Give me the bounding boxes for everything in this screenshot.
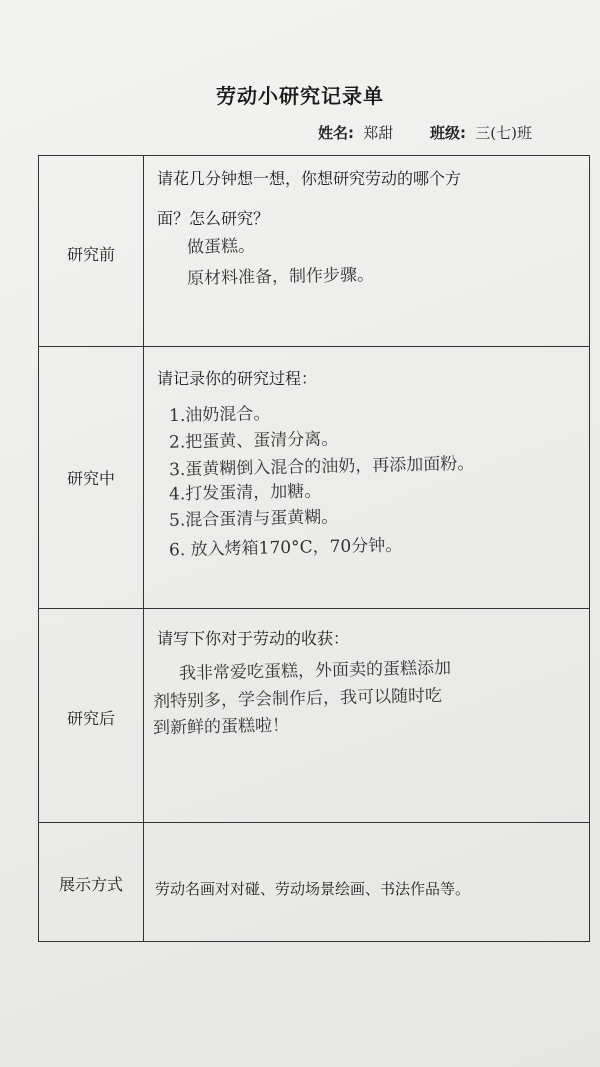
during-handwriting-line: 2.把蛋黄、蛋清分离。 bbox=[168, 429, 339, 453]
class-label: 班级: bbox=[430, 124, 466, 142]
after-handwriting-line: 我非常爱吃蛋糕，外面卖的蛋糕添加 bbox=[178, 658, 452, 684]
during-prompt: 请记录你的研究过程： bbox=[157, 369, 318, 388]
before-prompt-line2: 面？怎么研究？ bbox=[157, 209, 270, 228]
row-label-after: 研究后 bbox=[66, 709, 115, 728]
sheet-title: 劳动小研究记录单 bbox=[216, 84, 384, 108]
name-field bbox=[318, 122, 393, 143]
during-handwriting-line: 3.蛋黄糊倒入混合的油奶，再添加面粉。 bbox=[168, 453, 475, 481]
row-label-before: 研究前 bbox=[66, 245, 115, 264]
class-field bbox=[430, 122, 532, 143]
after-handwriting-line: 到新鲜的蛋糕啦！ bbox=[152, 715, 290, 739]
row-label-during: 研究中 bbox=[66, 469, 115, 488]
during-handwriting-line: 6. 放入烤箱170°C，70分钟。 bbox=[168, 535, 403, 561]
after-prompt: 请写下你对于劳动的收获： bbox=[157, 629, 350, 648]
after-handwriting-line: 剂特别多，学会制作后，我可以随时吃 bbox=[152, 685, 443, 713]
row-label-display: 展示方式 bbox=[58, 875, 123, 894]
column-divider bbox=[143, 156, 144, 941]
before-prompt-line1: 请花几分钟想一想，你想研究劳动的哪个方 bbox=[157, 169, 462, 188]
record-table bbox=[38, 155, 590, 942]
during-handwriting-line: 5.混合蛋清与蛋黄糊。 bbox=[168, 507, 339, 531]
during-handwriting-line: 1.油奶混合。 bbox=[168, 403, 271, 427]
name-value: 郑甜 bbox=[363, 124, 394, 142]
row-divider bbox=[39, 346, 589, 347]
display-method-text: 劳动名画对对碰、劳动场景绘画、书法作品等。 bbox=[155, 880, 471, 898]
before-handwriting-line: 做蛋糕。 bbox=[186, 236, 256, 258]
during-handwriting-line: 4.打发蛋清，加糖。 bbox=[168, 481, 322, 505]
name-label: 姓名: bbox=[318, 124, 354, 142]
class-value: 三(七)班 bbox=[475, 124, 532, 142]
row-divider bbox=[39, 608, 589, 609]
before-handwriting-line: 原材料准备，制作步骤。 bbox=[186, 265, 375, 289]
row-divider bbox=[39, 822, 589, 823]
